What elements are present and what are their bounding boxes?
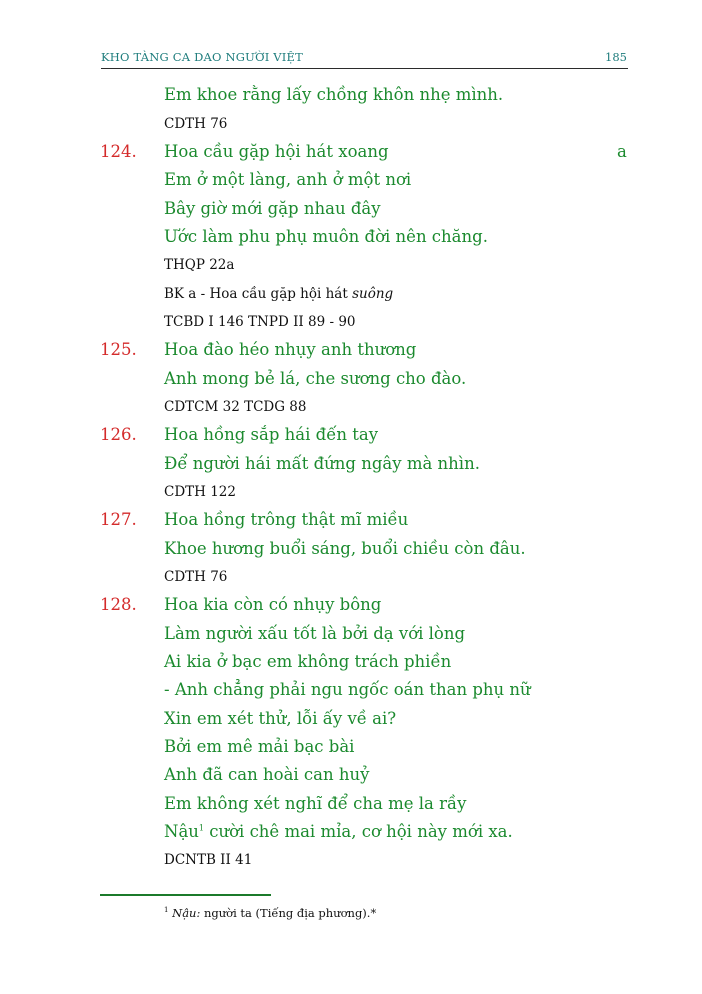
source-reference: CDTH 122 [164, 484, 236, 500]
verse-line: Hoa hồng trông thật mĩ miều [164, 510, 409, 529]
verse-line: Hoa kia còn có nhụy bông [164, 595, 382, 614]
verse-line: Ai kia ở bạc em không trách phiền [164, 652, 452, 671]
footnote-text: người ta (Tiếng địa phương).* [200, 906, 377, 920]
footnote-term: Nậu: [172, 906, 201, 920]
variant-italic-word: suông [352, 286, 394, 302]
footnote-number: 1 [164, 906, 169, 915]
verse-line: Bây giờ mới gặp nhau đây [164, 199, 381, 218]
footnoted-word: Nậu [164, 822, 199, 841]
source-reference: CDTH 76 [164, 569, 228, 585]
source-reference: TCBD I 146 TNPD II 89 - 90 [164, 314, 356, 330]
verse-line: Anh đã can hoài can huỷ [164, 765, 370, 784]
entry-number: 124. [100, 142, 137, 161]
verse-line: Hoa đào héo nhụy anh thương [164, 340, 417, 359]
verse-line-rest: cười chê mai mỉa, cơ hội này mới xa. [204, 822, 513, 841]
verse-line-with-footnote [164, 822, 513, 841]
verse-line: Ước làm phu phụ muôn đời nên chăng. [164, 227, 488, 246]
header-title: KHO TÀNG CA DAO NGƯỜI VIỆT [101, 50, 304, 64]
verse-line: Làm người xấu tốt là bởi dạ với lòng [164, 624, 466, 643]
entry-number: 126. [100, 425, 137, 444]
verse-line: Để người hái mất đứng ngây mà nhìn. [164, 454, 480, 473]
source-reference: CDTCM 32 TCDG 88 [164, 399, 307, 415]
entry-number: 128. [100, 595, 137, 614]
source-reference: DCNTB II 41 [164, 852, 253, 868]
entry-number: 127. [100, 510, 137, 529]
verse-line: Xin em xét thử, lỗi ấy về ai? [164, 709, 397, 728]
variant-note [164, 286, 393, 302]
verse-line: Hoa hồng sắp hái đến tay [164, 425, 379, 444]
verse-line: Bởi em mê mải bạc bài [164, 737, 355, 756]
verse-line: Em không xét nghĩ để cha mẹ la rầy [164, 794, 467, 813]
verse-line: Hoa cầu gặp hội hát xoang [164, 142, 389, 161]
verse-line: Khoe hương buổi sáng, buổi chiều còn đâu. [164, 539, 526, 558]
running-header [101, 48, 628, 69]
verse-line: Anh mong bẻ lá, che sương cho đào. [164, 369, 467, 388]
footnote-marker[interactable]: 1 [198, 823, 204, 833]
footnote [164, 906, 376, 920]
page-number: 185 [605, 50, 627, 64]
variant-marker: a [617, 142, 627, 161]
verse-line: Em ở một làng, anh ở một nơi [164, 170, 412, 189]
variant-text: BK a - Hoa cầu gặp hội hát [164, 286, 353, 302]
source-reference: THQP 22a [164, 257, 235, 273]
source-reference: CDTH 76 [164, 116, 228, 132]
verse-line: Em khoe rằng lấy chồng khôn nhẹ mình. [164, 85, 504, 104]
verse-line: - Anh chẳng phải ngu ngốc oán than phụ nữ [164, 680, 531, 699]
footnote-divider [100, 894, 271, 896]
entry-number: 125. [100, 340, 137, 359]
